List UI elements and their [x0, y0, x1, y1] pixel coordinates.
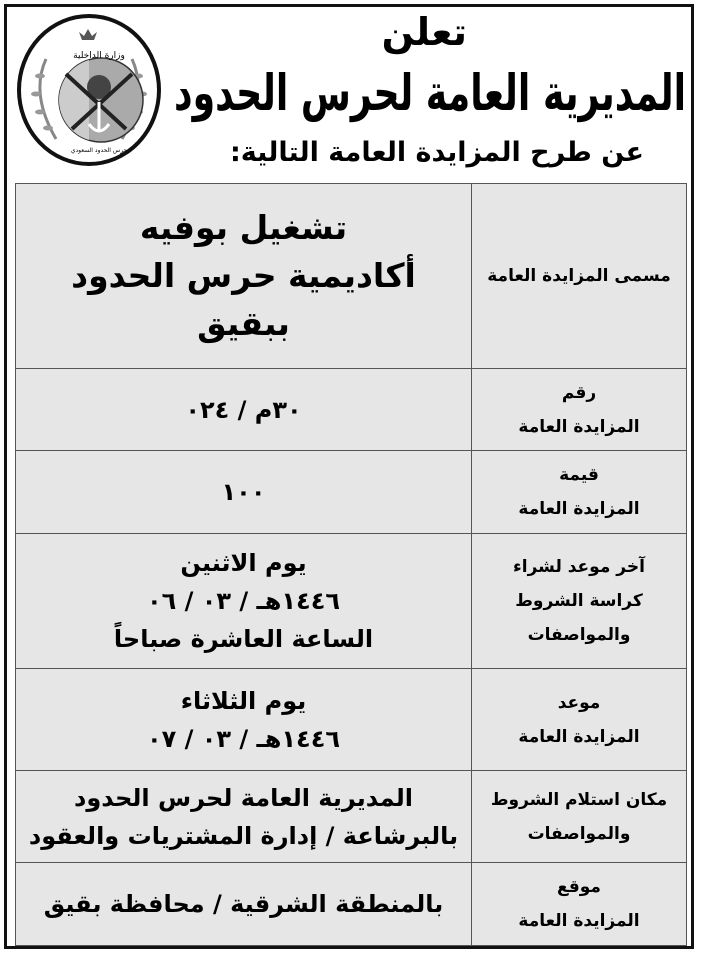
auction-location-cell — [16, 863, 472, 946]
cell-line: رقم — [561, 382, 597, 403]
cell-line: المديرية العامة لحرس الحدود — [74, 783, 413, 812]
cell-line: المزايدة العامة — [518, 911, 640, 931]
pickup-location-cell — [16, 771, 472, 863]
cell-line: آخر موعد لشراء — [513, 557, 645, 577]
table-row — [16, 369, 687, 451]
announces-heading: تعلن — [381, 10, 467, 54]
table-row — [16, 669, 687, 771]
label-cell — [472, 534, 687, 669]
auction-details-table — [15, 183, 687, 946]
table-row — [16, 771, 687, 863]
cell-line: مكان استلام الشروط — [490, 789, 668, 810]
cell-line: مسمى المزايدة العامة — [487, 266, 671, 286]
cell-line: يوم الاثنين — [180, 549, 307, 577]
cell-line: بالمنطقة الشرقية / محافظة بقيق — [43, 890, 444, 918]
subtitle: عن طرح المزايدة العامة التالية: — [230, 137, 644, 168]
cell-line: تشغيل بوفيه — [139, 208, 348, 247]
cell-line: المزايدة العامة — [518, 726, 640, 747]
auction-number-cell — [16, 369, 472, 451]
cell-line: بالبرشاعة / إدارة المشتريات والعقود — [28, 821, 459, 850]
label-cell — [472, 184, 687, 369]
label-cell — [472, 669, 687, 771]
cell-line: أكاديمية حرس الحدود — [71, 256, 416, 295]
svg-text:حرس الحدود السعودي: حرس الحدود السعودي — [70, 147, 128, 154]
purchase-deadline-cell — [16, 534, 472, 669]
cell-line: ١٤٤٦هـ / ٠٣ / ٠٧ — [147, 724, 340, 753]
auction-value-cell — [16, 451, 472, 534]
cell-line: ١٠٠ — [221, 478, 266, 506]
cell-line: ٣٠م / ٠٢٤ — [185, 395, 302, 424]
label-cell — [472, 369, 687, 451]
cell-line: قيمة — [559, 465, 599, 485]
cell-line: كراسة الشروط — [515, 591, 643, 611]
auction-date-cell — [16, 669, 472, 771]
table-row — [16, 451, 687, 534]
label-cell — [472, 771, 687, 863]
table-row — [16, 184, 687, 369]
cell-line: الساعة العاشرة صباحاً — [113, 625, 374, 653]
border-guard-emblem-logo — [16, 14, 162, 166]
cell-line: ببقيق — [197, 304, 290, 343]
label-cell — [472, 451, 687, 534]
label-cell — [472, 863, 687, 946]
table-row — [16, 863, 687, 946]
organization-title: المديرية العامة لحرس الحدود — [174, 64, 686, 122]
cell-line: موقع — [557, 877, 601, 897]
cell-line: ١٤٤٦هـ / ٠٣ / ٠٦ — [147, 587, 340, 615]
cell-line: والمواصفات — [527, 823, 631, 844]
cell-line: يوم الثلاثاء — [180, 686, 307, 715]
svg-text:وزارة الداخلية: وزارة الداخلية — [73, 51, 125, 61]
cell-line: المزايدة العامة — [518, 499, 640, 519]
cell-line: والمواصفات — [527, 625, 631, 645]
table-row — [16, 534, 687, 669]
cell-line: موعد — [557, 692, 601, 713]
auction-name-cell — [16, 184, 472, 369]
cell-line: المزايدة العامة — [518, 416, 640, 437]
